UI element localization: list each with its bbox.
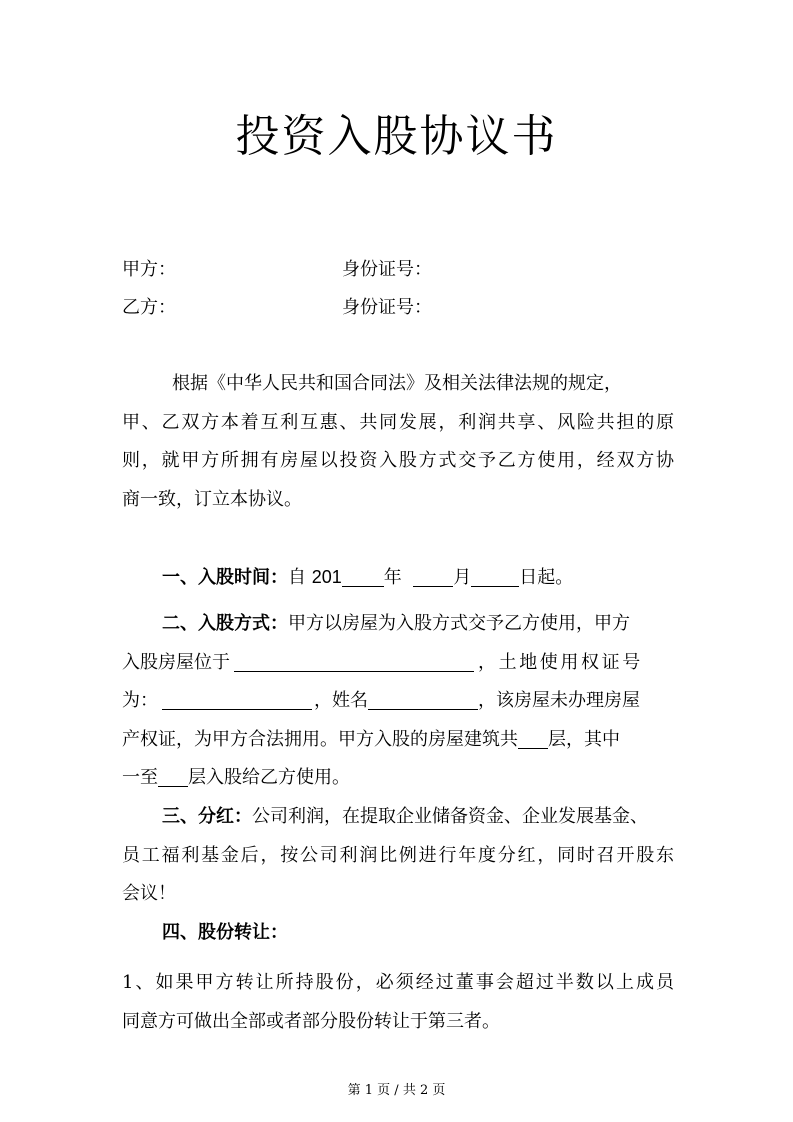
section-2-line-4b: 层，其中: [548, 728, 620, 750]
document-title: 投资入股协议书: [235, 111, 558, 162]
section-2-line-2a: 入股房屋位于: [122, 651, 230, 673]
party-a-id-label: 身份证号：: [342, 259, 432, 280]
section-1-text: 自: [288, 567, 312, 588]
section-2-line-3a: 为：: [122, 690, 158, 712]
section-4: [122, 914, 674, 953]
section-3-line-3: 会议！: [122, 883, 176, 905]
year-prefix: 201: [311, 567, 342, 587]
party-b-row: [122, 293, 432, 319]
section-2-line-4a: 产权证，为甲方合法拥用。甲方入股的房屋建筑共: [122, 728, 518, 750]
day-suffix: 日起。: [519, 567, 574, 588]
location-blank: [234, 649, 474, 672]
month-suffix: 月: [453, 567, 472, 588]
party-a-label: 甲方：: [122, 259, 176, 280]
section-2-heading: 二、入股方式：: [162, 613, 288, 634]
section-1: [122, 558, 674, 597]
land-cert-blank: [162, 687, 312, 710]
year-suffix: 年: [383, 567, 402, 588]
day-blank: [471, 564, 519, 587]
section-2: [122, 605, 674, 798]
preamble-line-4: 商一致，订立本协议。: [122, 488, 302, 510]
page-footer: 第 1 页 / 共 2 页: [347, 1083, 446, 1098]
year-blank: [342, 564, 384, 587]
month-blank: [413, 564, 453, 587]
party-b-label: 乙方：: [122, 297, 176, 318]
section-4-item-1-line-2: 同意方可做出全部或者部分股份转让于第三者。: [122, 1010, 500, 1032]
section-4-item-1-line-1: 1、如果甲方转让所持股份，必须经过董事会超过半数以上成员: [122, 972, 674, 993]
section-2-line-3c: ，该房屋未办理房屋: [478, 690, 640, 712]
section-3-line-2: 员工福利基金后，按公司利润比例进行年度分红，同时召开股东: [122, 844, 674, 866]
section-3-line-1: 公司利润，在提取企业储备资金、企业发展基金、: [252, 806, 648, 827]
section-2-line-2b: ，土地使用权证号: [478, 651, 643, 673]
party-b-id-label: 身份证号：: [342, 297, 432, 318]
section-3-heading: 三、分红：: [162, 806, 252, 827]
section-2-line-5b: 层入股给乙方使用。: [188, 767, 350, 789]
party-a-row: [122, 255, 432, 281]
section-3: [122, 798, 674, 914]
section-1-heading: 一、入股时间：: [162, 567, 288, 588]
preamble-line-1: 根据《中华人民共和国合同法》及相关法律法规的规定，: [172, 373, 622, 394]
section-2-line-3b: ，姓名: [314, 690, 368, 712]
section-4-heading: 四、股份转让：: [162, 922, 288, 943]
preamble-line-2: 甲、乙双方本着互利互惠、共同发展，利润共享、风险共担的原: [122, 411, 674, 433]
name-blank: [368, 687, 478, 710]
preamble-paragraph: [122, 365, 674, 519]
preamble-line-3: 则，就甲方所拥有房屋以投资入股方式交予乙方使用，经双方协: [122, 450, 674, 472]
section-2-line-5a: 一至: [122, 767, 158, 789]
floors-invested-blank: [158, 764, 188, 787]
floors-total-blank: [518, 726, 548, 749]
section-2-line-1: 甲方以房屋为入股方式交予乙方使用，甲方: [288, 613, 630, 634]
section-4-item-1: [122, 964, 674, 1041]
